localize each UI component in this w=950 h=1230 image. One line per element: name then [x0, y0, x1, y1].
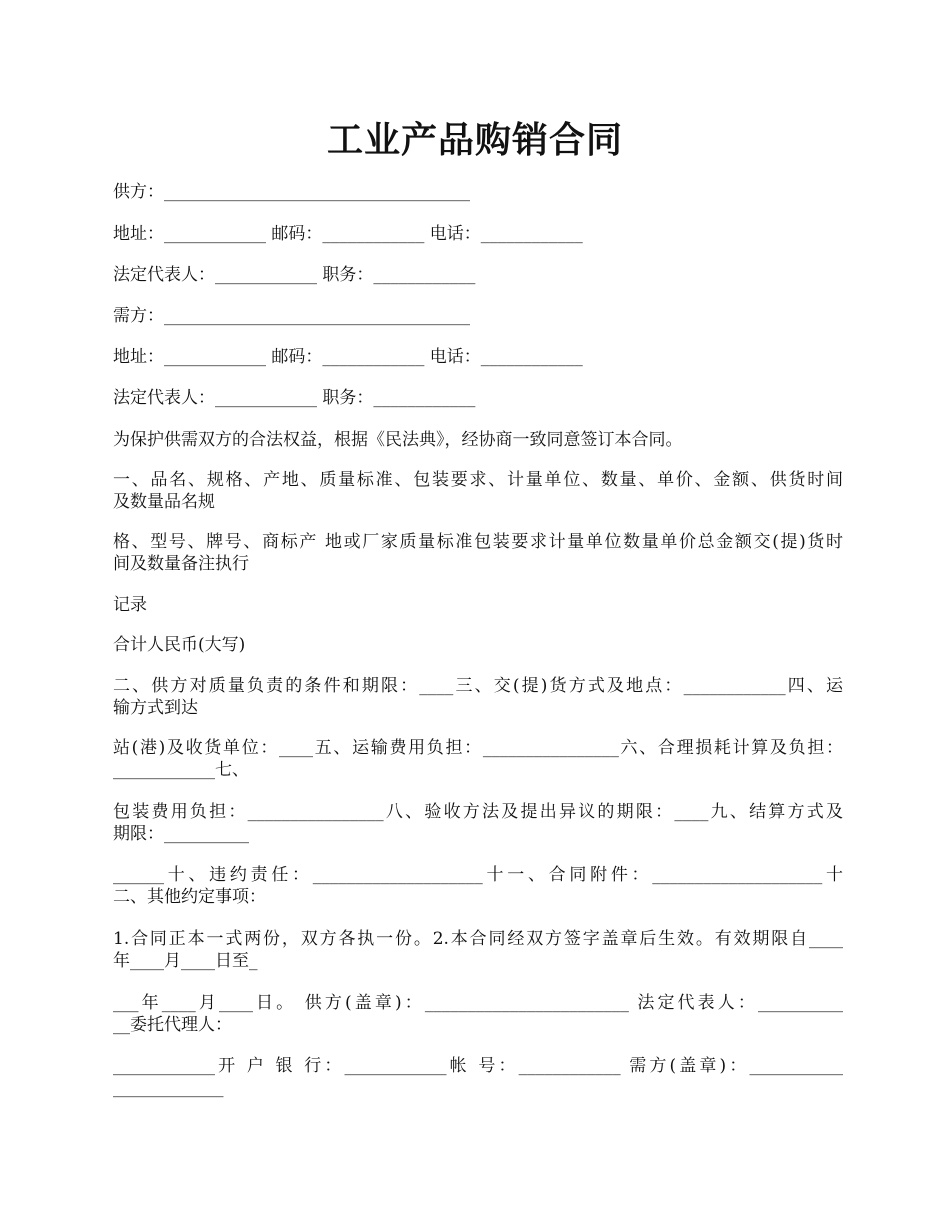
bank-line-1: ____________开 户 银 行：____________帐 号：____________ 需方(盖章)：___________ [113, 1056, 843, 1076]
record-line: 记录 [113, 595, 147, 615]
supplier-line: 供方：____________________________________ [113, 182, 470, 202]
clause-7-line-2: 期限：__________ [113, 824, 249, 844]
clause-2-line-1: 二、供方对质量负责的条件和期限：____三、交(提)货方式及地点：____________四、运 [113, 676, 843, 696]
bank-line-2: _____________ [113, 1078, 224, 1098]
clause-1-line-3: 格、型号、牌号、商标产 地或厂家质量标准包装要求计量单位数量单价总金额交(提)货时 [113, 532, 843, 552]
clause-1-line-2: 及数量品名规 [113, 492, 215, 512]
signature-line-2: __委托代理人： [113, 1015, 232, 1035]
preamble-paragraph: 为保护供需双方的合法权益，根据《民法典》，经协商一致同意签订本合同。 [113, 430, 683, 450]
clause-10-line-1: ______十、违约责任：____________________十一、合同附件：____________________十 [113, 865, 843, 885]
clause-1-line-1: 一、品名、规格、产地、质量标准、包装要求、计量单位、数量、单价、金额、供货时间 [113, 470, 843, 490]
total-rmb-line: 合计人民币(大写) [113, 635, 246, 655]
clause-5-line-2: ____________七、 [113, 760, 249, 780]
page-title: 工业产品购销合同 [326, 119, 623, 161]
terms-line-2: 年____月____日至_ [113, 951, 258, 971]
clause-7-line-1: 包装费用负担：________________八、验收方法及提出异议的期限：____九、结算方式及 [113, 802, 843, 822]
buyer-line: 需方：____________________________________ [113, 306, 470, 326]
buyer-representative-line: 法定代表人：____________ 职务：____________ [113, 388, 476, 408]
supplier-representative-line: 法定代表人：____________ 职务：____________ [113, 265, 476, 285]
clause-1-line-4: 间及数量备注执行 [113, 554, 249, 574]
clause-2-line-2: 输方式到达 [113, 698, 198, 718]
terms-line-1: 1.合同正本一式两份，双方各执一份。2.本合同经双方签字盖章后生效。有效期限自____ [113, 929, 843, 949]
signature-line-1: ___年____月____日。 供方(盖章)：________________________ 法定代表人：__________ [113, 993, 843, 1013]
clause-10-line-2: 二、其他约定事项： [113, 887, 266, 907]
buyer-address-line: 地址：____________ 邮码：____________ 电话：____________ [113, 347, 583, 367]
supplier-address-line: 地址：____________ 邮码：____________ 电话：____________ [113, 224, 583, 244]
clause-5-line-1: 站(港)及收货单位：____五、运输费用负担：________________六、合理损耗计算及负担： [113, 738, 843, 758]
